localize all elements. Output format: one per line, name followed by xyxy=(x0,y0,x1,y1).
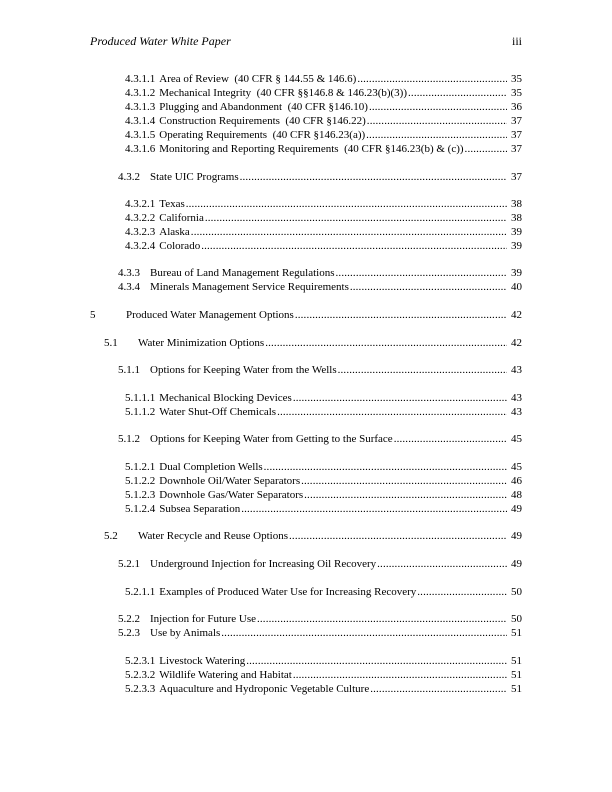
toc-entry-page: 37 xyxy=(511,143,522,155)
toc-entry-title: Downhole Oil/Water Separators xyxy=(159,475,301,487)
toc-entry-title: Aquaculture and Hydroponic Vegetable Culture xyxy=(159,683,370,695)
toc-entry-title: Injection for Future Use xyxy=(150,613,256,625)
toc-entry-title: Wildlife Watering and Habitat xyxy=(159,669,292,681)
toc-entry-title: Alaska xyxy=(159,226,190,238)
toc-entry-label xyxy=(125,87,407,100)
toc-entry-label xyxy=(104,530,288,543)
toc-entry-number: 5.2.2 xyxy=(118,613,140,625)
toc-entry-page: 43 xyxy=(511,392,522,404)
toc-entry-number: 5.2 xyxy=(104,530,118,542)
toc-dot-leader xyxy=(241,503,507,516)
toc-entry-page: 40 xyxy=(511,281,522,293)
toc-entry-page: 50 xyxy=(511,613,522,625)
toc-dot-leader xyxy=(277,406,507,419)
toc-entry[interactable] xyxy=(125,129,522,142)
toc-entry-label xyxy=(125,101,368,114)
toc-dot-leader xyxy=(370,683,507,696)
toc-entry[interactable] xyxy=(118,267,522,280)
toc-entry[interactable] xyxy=(90,309,522,322)
toc-entry-label xyxy=(125,475,300,488)
toc-entry-number: 4.3.2.3 xyxy=(125,226,156,238)
toc-entry-number: 5.2.1.1 xyxy=(125,586,156,598)
toc-entry[interactable] xyxy=(125,240,522,253)
toc-entry-page: 39 xyxy=(511,226,522,238)
toc-entry-label xyxy=(118,364,337,377)
toc-entry[interactable] xyxy=(125,101,522,114)
toc-entry[interactable] xyxy=(104,530,522,543)
toc-entry-title: Construction Requirements (40 CFR §146.22) xyxy=(159,115,366,127)
toc-dot-leader xyxy=(186,198,507,211)
toc-entry[interactable] xyxy=(125,406,522,419)
toc-entry[interactable] xyxy=(125,586,522,599)
toc-entry-title: Use by Animals xyxy=(150,627,221,639)
toc-entry-label xyxy=(125,503,240,516)
toc-entry[interactable] xyxy=(125,73,522,86)
toc-entry-number: 4.3.1.1 xyxy=(125,73,156,85)
toc-entry-label xyxy=(125,226,190,239)
toc-entry-page: 42 xyxy=(511,337,522,349)
toc-dot-leader xyxy=(265,337,507,350)
toc-entry[interactable] xyxy=(125,226,522,239)
toc-entry-title: State UIC Programs xyxy=(150,171,239,183)
toc-dot-leader xyxy=(336,267,507,280)
toc-entry-number: 5.1.1.1 xyxy=(125,392,156,404)
toc-entry-title: Options for Keeping Water from Getting to the Surface xyxy=(150,433,393,445)
toc-entry-page: 46 xyxy=(511,475,522,487)
toc-entry[interactable] xyxy=(118,281,522,294)
toc-entry-page: 49 xyxy=(511,558,522,570)
toc-entry[interactable] xyxy=(125,198,522,211)
toc-entry-number: 4.3.3 xyxy=(118,267,140,279)
toc-entry-label xyxy=(125,392,292,405)
toc-entry-page: 38 xyxy=(511,198,522,210)
toc-entry-title: Subsea Separation xyxy=(159,503,241,515)
toc-entry-title: Minerals Management Service Requirements xyxy=(150,281,349,293)
toc-entry[interactable] xyxy=(118,627,522,640)
toc-entry-page: 35 xyxy=(511,73,522,85)
toc-entry-page: 49 xyxy=(511,530,522,542)
toc-entry-title: Downhole Gas/Water Separators xyxy=(159,489,304,501)
toc-entry-page: 36 xyxy=(511,101,522,113)
toc-entry-number: 4.3.1.5 xyxy=(125,129,156,141)
toc-entry-page: 43 xyxy=(511,364,522,376)
toc-entry-page: 51 xyxy=(511,655,522,667)
toc-entry-label xyxy=(125,586,416,599)
document-title: Produced Water White Paper xyxy=(90,34,231,48)
toc-entry-label xyxy=(90,309,294,322)
toc-entry-label xyxy=(118,171,239,184)
toc-entry-page: 51 xyxy=(511,627,522,639)
toc-entry-title: Dual Completion Wells xyxy=(159,461,263,473)
toc-entry-title: Water Shut-Off Chemicals xyxy=(159,406,277,418)
toc-dot-leader xyxy=(338,364,507,377)
toc-entry[interactable] xyxy=(125,461,522,474)
toc-entry-page: 45 xyxy=(511,461,522,473)
toc-entry-number: 5.1 xyxy=(104,337,118,349)
toc-entry-number: 4.3.2.1 xyxy=(125,198,156,210)
toc-entry[interactable] xyxy=(118,364,522,377)
toc-entry-page: 37 xyxy=(511,115,522,127)
toc-entry-page: 43 xyxy=(511,406,522,418)
toc-entry-label xyxy=(125,143,464,156)
toc-entry-number: 5.1.2.2 xyxy=(125,475,156,487)
toc-entry-number: 5.1.1 xyxy=(118,364,140,376)
toc-entry-page: 37 xyxy=(511,129,522,141)
toc-entry-page: 39 xyxy=(511,240,522,252)
toc-entry-number: 4.3.1.6 xyxy=(125,143,156,155)
toc-entry-label xyxy=(118,627,220,640)
toc-entry-page: 37 xyxy=(511,171,522,183)
toc-entry[interactable] xyxy=(104,337,522,350)
toc-entry-page: 45 xyxy=(511,433,522,445)
toc-dot-leader xyxy=(201,240,507,253)
toc-entry-number: 4.3.1.2 xyxy=(125,87,156,99)
toc-entry-title: Operating Requirements (40 CFR §146.23(a)) xyxy=(159,129,366,141)
toc-dot-leader xyxy=(240,171,507,184)
toc-entry[interactable] xyxy=(125,683,522,696)
toc-entry-title: Examples of Produced Water Use for Increasing Recovery xyxy=(159,586,417,598)
toc-entry-label xyxy=(125,683,369,696)
toc-entry-title: Monitoring and Reporting Requirements (40 CFR §146.23(b) & (c)) xyxy=(159,143,464,155)
toc-entry-label xyxy=(125,669,292,682)
toc-entry-label xyxy=(125,129,365,142)
toc-entry-number: 5.2.3 xyxy=(118,627,140,639)
toc-entry-label xyxy=(125,461,263,474)
toc-dot-leader xyxy=(221,627,507,640)
toc-entry[interactable] xyxy=(125,115,522,128)
toc-entry-label xyxy=(118,281,349,294)
toc-entry-label xyxy=(125,655,245,668)
toc-dot-leader xyxy=(367,115,507,128)
toc-entry-label xyxy=(104,337,264,350)
toc-entry-title: Mechanical Integrity (40 CFR §§146.8 & 146.23(b)(3)) xyxy=(159,87,408,99)
toc-entry-number: 5.2.3.3 xyxy=(125,683,156,695)
toc-dot-leader xyxy=(191,226,507,239)
toc-entry-title: Produced Water Management Options xyxy=(126,309,294,321)
toc-entry-title: Colorado xyxy=(159,240,201,252)
toc-dot-leader xyxy=(304,489,507,502)
toc-entry-page: 51 xyxy=(511,669,522,681)
toc-entry-number: 5 xyxy=(90,309,96,321)
toc-entry-number: 4.3.1.4 xyxy=(125,115,156,127)
toc-entry-title: Area of Review (40 CFR § 144.55 & 146.6) xyxy=(159,73,357,85)
toc-entry-title: Options for Keeping Water from the Wells xyxy=(150,364,337,376)
toc-entry-title: Livestock Watering xyxy=(159,655,246,667)
toc-dot-leader xyxy=(408,87,507,100)
toc-dot-leader xyxy=(394,433,507,446)
toc-entry-title: Bureau of Land Management Regulations xyxy=(150,267,335,279)
toc-entry-number: 4.3.4 xyxy=(118,281,140,293)
toc-entry-number: 4.3.1.3 xyxy=(125,101,156,113)
toc-dot-leader xyxy=(366,129,507,142)
toc-dot-leader xyxy=(293,669,507,682)
toc-entry-label xyxy=(118,613,256,626)
toc-dot-leader xyxy=(465,143,507,156)
toc-entry-page: 50 xyxy=(511,586,522,598)
toc-entry[interactable] xyxy=(125,143,522,156)
toc-entry-page: 39 xyxy=(511,267,522,279)
toc-entry[interactable] xyxy=(125,489,522,502)
toc-entry-number: 5.1.2 xyxy=(118,433,140,445)
toc-entry[interactable] xyxy=(118,171,522,184)
toc-entry-title: California xyxy=(159,212,204,224)
toc-dot-leader xyxy=(264,461,507,474)
toc-entry-number: 5.1.2.4 xyxy=(125,503,156,515)
toc-dot-leader xyxy=(377,558,507,571)
toc-entry-title: Water Minimization Options xyxy=(138,337,265,349)
page-number: iii xyxy=(511,34,522,48)
toc-dot-leader xyxy=(295,309,507,322)
toc-entry[interactable] xyxy=(125,669,522,682)
toc-entry-number: 5.2.3.2 xyxy=(125,669,156,681)
toc-dot-leader xyxy=(301,475,507,488)
toc-entry-number: 5.1.2.1 xyxy=(125,461,156,473)
toc-entry-label xyxy=(125,115,366,128)
toc-dot-leader xyxy=(369,101,507,114)
toc-entry-title: Underground Injection for Increasing Oil Recovery xyxy=(150,558,377,570)
toc-entry-label xyxy=(118,558,376,571)
toc-entry-number: 4.3.2.4 xyxy=(125,240,156,252)
toc-entry[interactable] xyxy=(125,87,522,100)
toc-entry-title: Texas xyxy=(159,198,185,210)
toc-entry-label xyxy=(125,240,200,253)
toc-dot-leader xyxy=(289,530,507,543)
toc-entry-page: 51 xyxy=(511,683,522,695)
toc-dot-leader xyxy=(246,655,507,668)
toc-entry-label xyxy=(125,73,356,86)
toc-entry-number: 4.3.2.2 xyxy=(125,212,156,224)
toc-entry-page: 38 xyxy=(511,212,522,224)
toc-entry-page: 35 xyxy=(511,87,522,99)
toc-dot-leader xyxy=(417,586,507,599)
toc-entry-title: Water Recycle and Reuse Options xyxy=(138,530,289,542)
toc-entry-label xyxy=(125,489,303,502)
toc-entry-number: 5.2.1 xyxy=(118,558,140,570)
toc-entry-number: 5.1.2.3 xyxy=(125,489,156,501)
toc-dot-leader xyxy=(257,613,507,626)
toc-entry-page: 48 xyxy=(511,489,522,501)
toc-entry[interactable] xyxy=(125,212,522,225)
toc-dot-leader xyxy=(205,212,507,225)
toc-dot-leader xyxy=(357,73,507,86)
toc-entry[interactable] xyxy=(125,475,522,488)
toc-entry-title: Plugging and Abandonment (40 CFR §146.10) xyxy=(159,101,368,113)
toc-entry-label xyxy=(125,406,276,419)
toc-entry[interactable] xyxy=(118,433,522,446)
toc-entry-title: Mechanical Blocking Devices xyxy=(159,392,292,404)
toc-entry[interactable] xyxy=(125,655,522,668)
toc-entry[interactable] xyxy=(118,558,522,571)
toc-entry-label xyxy=(125,198,185,211)
toc-entry-label xyxy=(125,212,204,225)
toc-entry-number: 5.1.1.2 xyxy=(125,406,156,418)
toc-entry-page: 49 xyxy=(511,503,522,515)
toc-entry-number: 4.3.2 xyxy=(118,171,140,183)
toc-entry-label xyxy=(118,267,335,280)
toc-dot-leader xyxy=(350,281,507,294)
toc-dot-leader xyxy=(293,392,507,405)
toc-entry-number: 5.2.3.1 xyxy=(125,655,156,667)
toc-entry[interactable] xyxy=(125,503,522,516)
toc-entry[interactable] xyxy=(118,613,522,626)
toc-entry-label xyxy=(118,433,393,446)
toc-entry-page: 42 xyxy=(511,309,522,321)
toc-entry[interactable] xyxy=(125,392,522,405)
